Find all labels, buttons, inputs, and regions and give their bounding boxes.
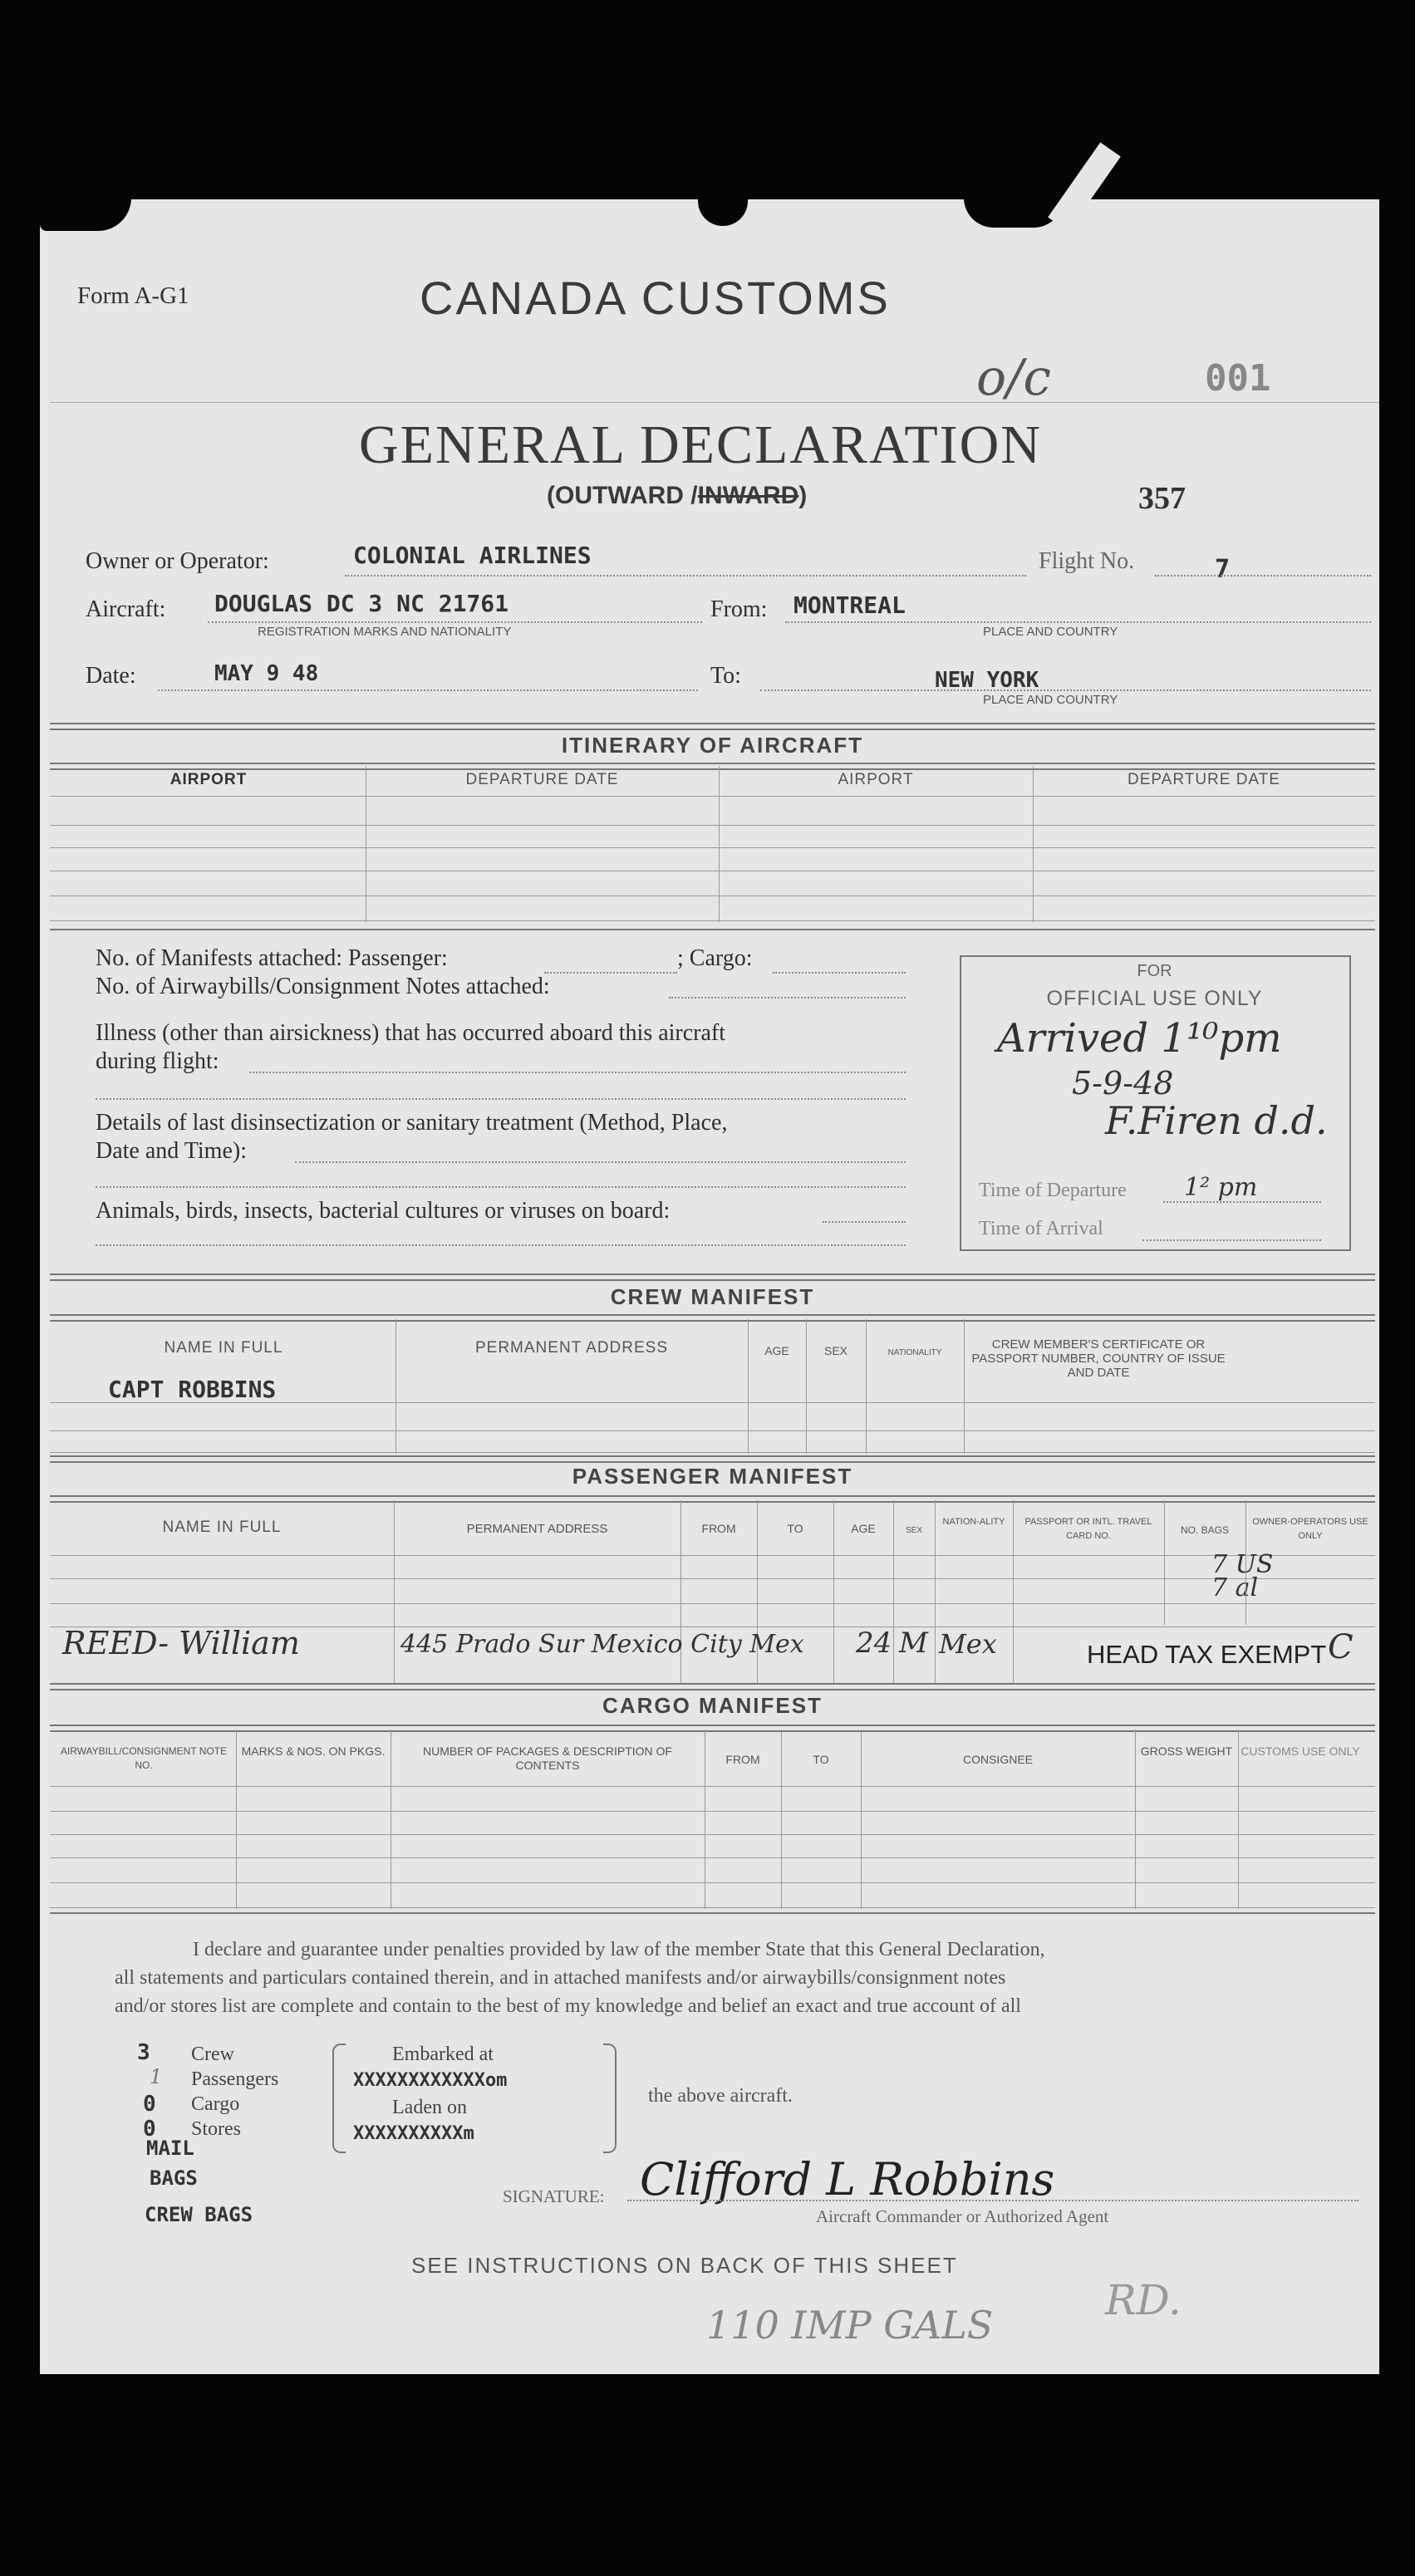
stamp-number: 001	[1205, 357, 1271, 400]
date-label: Date:	[86, 663, 136, 689]
arrival-label: Time of Arrival	[979, 1218, 1103, 1239]
place-caption-to: PLACE AND COUNTRY	[983, 693, 1118, 707]
itinerary-title: ITINERARY OF AIRCRAFT	[561, 733, 864, 758]
pax-col-address: PERMANENT ADDRESS	[466, 1522, 608, 1536]
date-value: MAY 9 48	[214, 661, 319, 686]
direction-close: )	[798, 482, 808, 509]
cargo-count-label: Cargo	[191, 2093, 240, 2115]
pax-row-age: 24	[856, 1627, 892, 1660]
from-label: From:	[710, 596, 768, 622]
crew-count-label: Crew	[191, 2044, 234, 2065]
passenger-title: PASSENGER MANIFEST	[572, 1464, 853, 1489]
signature-caption: Aircraft Commander or Authorized Agent	[816, 2206, 1109, 2226]
departure-label: Time of Departure	[979, 1180, 1127, 1201]
declaration-line-3: and/or stores list are complete and contain to the best of my knowledge and belief an exact and true account of all	[115, 1995, 1021, 2017]
pax-col-bags: NO. BAGS	[1180, 1524, 1229, 1536]
to-value: NEW YORK	[935, 668, 1039, 693]
crew-title: CREW MANIFEST	[610, 1284, 815, 1309]
animals-label: Animals, birds, insects, bacterial cultures or viruses on board:	[96, 1198, 671, 1224]
bag-note-1: 7 US	[1211, 1550, 1274, 1579]
signature-label: SIGNATURE:	[503, 2186, 605, 2206]
hand-initials: RD.	[1105, 2276, 1182, 2324]
bracket-left	[332, 2044, 346, 2153]
illness-label-1: Illness (other than airsickness) that has occurred aboard this aircraft	[96, 1020, 726, 1046]
crew-row-name: CAPT ROBBINS	[108, 1376, 277, 1403]
pax-col-sex: SEX	[905, 1526, 922, 1535]
passengers-count-label: Passengers	[191, 2068, 279, 2090]
declaration-line-1: I declare and guarantee under penalties provided by law of the member State that this General Declaration,	[193, 1939, 1045, 1960]
itinerary-col-departure-1: DEPARTURE DATE	[465, 771, 619, 788]
pax-row-address: 445 Prado Sur Mexico City Mex	[400, 1630, 804, 1659]
paper-tear	[964, 198, 1064, 228]
pax-row-nationality: Mex	[939, 1628, 997, 1660]
embarked-label: Embarked at	[392, 2044, 494, 2065]
disinsect-label-1: Details of last disinsectization or sanitary treatment (Method, Place,	[96, 1110, 728, 1136]
pax-row-sex: M	[899, 1627, 928, 1660]
agency-title: CANADA CUSTOMS	[420, 272, 891, 324]
bags-label: BAGS	[150, 2166, 198, 2190]
owner-value: COLONIAL AIRLINES	[353, 542, 592, 569]
aircraft-value: DOUGLAS DC 3 NC 21761	[214, 590, 509, 617]
registration-caption: REGISTRATION MARKS AND NATIONALITY	[258, 625, 512, 639]
stores-count: 0	[143, 2117, 156, 2142]
itinerary-col-departure-2: DEPARTURE DATE	[1128, 771, 1280, 788]
pax-col-owner: OWNER-OPERATORS USE ONLY	[1252, 1517, 1368, 1541]
cargo-col-description: NUMBER OF PACKAGES & DESCRIPTION OF CONTENTS	[422, 1744, 672, 1772]
crew-col-nationality: NATIONALITY	[887, 1348, 942, 1357]
bag-note-2: 7 al	[1211, 1573, 1259, 1602]
mail-label: MAIL	[146, 2137, 194, 2160]
stores-count-label: Stores	[191, 2118, 241, 2140]
crew-bags-label: CREW BAGS	[145, 2203, 253, 2226]
direction-label	[547, 482, 807, 510]
declaration-line-2: all statements and particulars contained therein, and in attached manifests and/or airwaybills/consignment notes	[115, 1967, 1006, 1989]
cargo-col-consignee: CONSIGNEE	[962, 1753, 1033, 1766]
pax-col-name: NAME IN FULL	[162, 1519, 282, 1536]
pax-col-from: FROM	[701, 1522, 736, 1535]
illness-label-2: during flight:	[96, 1048, 219, 1074]
official-arrived: Arrived 1¹⁰pm	[997, 1015, 1282, 1062]
official-signature: F.Firen d.d.	[1105, 1098, 1328, 1143]
flight-value: 7	[1215, 555, 1231, 584]
laden-label: Laden on	[392, 2097, 467, 2118]
from-value: MONTREAL	[793, 591, 906, 619]
pax-col-age: AGE	[851, 1522, 876, 1535]
laden-value: XXXXXXXXXXm	[353, 2123, 474, 2144]
official-date: 5-9-48	[1072, 1065, 1174, 1102]
pax-col-to: TO	[787, 1522, 803, 1535]
official-title: OFFICIAL USE ONLY	[1046, 987, 1263, 1010]
cargo-col-customs: CUSTOMS USE ONLY	[1241, 1744, 1360, 1758]
place-caption-from: PLACE AND COUNTRY	[983, 625, 1118, 639]
pax-col-nationality: NATION-ALITY	[942, 1517, 1005, 1527]
official-for: FOR	[1137, 962, 1172, 980]
head-tax-stamp: HEAD TAX EXEMPT	[1087, 1640, 1327, 1669]
flight-label: Flight No.	[1039, 548, 1135, 574]
cargo-col-weight: GROSS WEIGHT	[1140, 1744, 1233, 1758]
crew-count: 3	[137, 2040, 150, 2065]
cargo-title: CARGO MANIFEST	[602, 1693, 823, 1718]
disinsect-label-2: Date and Time):	[96, 1138, 247, 1164]
instructions: SEE INSTRUCTIONS ON BACK OF THIS SHEET	[411, 2253, 958, 2278]
crew-col-certificate: CREW MEMBER'S CERTIFICATE OR PASSPORT NUMBER, COUNTRY OF ISSUE AND DATE	[971, 1337, 1226, 1380]
to-label: To:	[710, 663, 741, 689]
direction-inward: INWARD	[697, 482, 799, 509]
crew-col-name: NAME IN FULL	[164, 1339, 283, 1357]
airwaybills-label: No. of Airwaybills/Consignment Notes attached:	[96, 974, 550, 999]
cargo-col-to: TO	[813, 1753, 829, 1766]
cargo-manifest-label: ; Cargo:	[677, 945, 753, 971]
cargo-col-from: FROM	[725, 1753, 760, 1766]
aircraft-label: Aircraft:	[86, 596, 166, 622]
cargo-col-marks: MARKS & NOS. ON PKGS.	[241, 1744, 386, 1758]
owner-label: Owner or Operator:	[86, 548, 269, 574]
crew-col-sex: SEX	[823, 1344, 848, 1357]
pax-col-passport: PASSPORT OR INTL. TRAVEL CARD NO.	[1024, 1517, 1152, 1541]
bracket-right	[603, 2044, 617, 2153]
cargo-count: 0	[143, 2092, 156, 2117]
passengers-count: 1	[150, 2065, 163, 2088]
above-aircraft: the above aircraft.	[648, 2085, 793, 2107]
hand-note: 110 IMP GALS	[706, 2303, 994, 2348]
cargo-col-waybill: AIRWAYBILL/CONSIGNMENT NOTE NO.	[60, 1745, 228, 1771]
form-title: GENERAL DECLARATION	[359, 415, 1042, 475]
itinerary-col-airport-1: AIRPORT	[170, 771, 248, 788]
crew-col-address: PERMANENT ADDRESS	[474, 1339, 669, 1357]
signature-value: Clifford L Robbins	[640, 2153, 1055, 2206]
itinerary-col-airport-2: AIRPORT	[838, 771, 914, 788]
document-number: 357	[1138, 481, 1186, 516]
form-number: Form A-G1	[77, 282, 189, 309]
direction-outward: (OUTWARD /	[547, 482, 698, 509]
corner-mark: o/c	[976, 349, 1051, 407]
embarked-value: XXXXXXXXXXXXom	[353, 2070, 508, 2091]
crew-col-age: AGE	[764, 1344, 789, 1357]
manifests-label: No. of Manifests attached: Passenger:	[96, 945, 448, 971]
departure-value: 1² pm	[1184, 1173, 1258, 1202]
pax-row-name: REED- William	[62, 1625, 300, 1661]
head-tax-mark: C	[1328, 1628, 1354, 1666]
